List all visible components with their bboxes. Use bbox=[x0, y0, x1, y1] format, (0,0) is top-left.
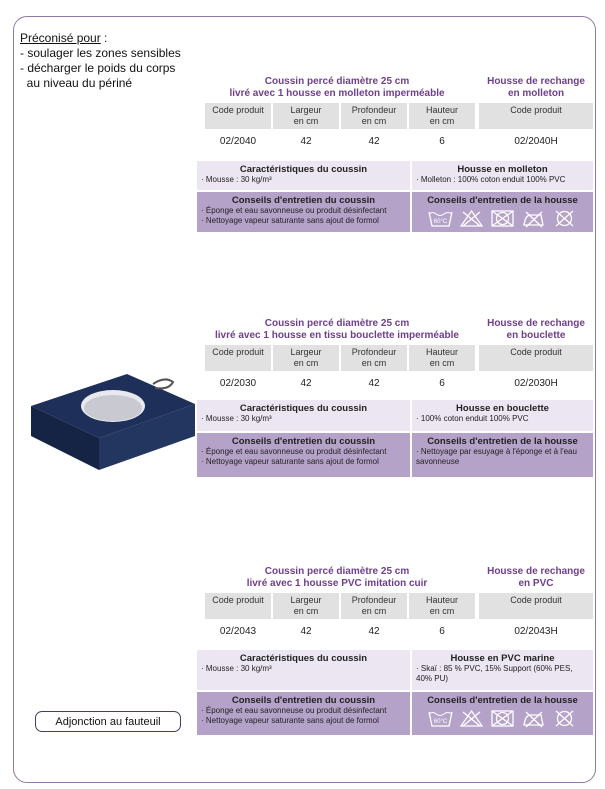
caract-text: · Mousse : 30 kg/m³ bbox=[201, 175, 272, 184]
wash-60-icon bbox=[428, 709, 453, 728]
wash-temp: 60°C bbox=[433, 719, 448, 725]
no-tumble-dry-icon bbox=[490, 209, 515, 228]
caract-title: Caractéristiques du coussin bbox=[239, 403, 368, 414]
header-label: Largeur bbox=[290, 347, 322, 357]
caract-block bbox=[197, 161, 410, 190]
header-label: Hauteur bbox=[425, 595, 459, 605]
intro-line: - décharger le poids du corps bbox=[20, 61, 176, 75]
header-label: Profondeur bbox=[351, 595, 397, 605]
header-label: Profondeur bbox=[351, 347, 397, 357]
intro-title: Préconisé pour bbox=[20, 31, 101, 45]
cell-profondeur: 42 bbox=[368, 626, 380, 637]
replacement-title bbox=[479, 76, 593, 100]
housse-entretien-title: Conseils d'entretien de la housse bbox=[427, 436, 578, 447]
header-profondeur bbox=[341, 345, 407, 371]
header-profondeur bbox=[341, 593, 407, 619]
replacement-title bbox=[479, 318, 593, 342]
housse-title: Housse en PVC marine bbox=[450, 653, 555, 664]
no-bleach-icon bbox=[459, 709, 484, 728]
header-label: Largeur bbox=[290, 105, 322, 115]
cushion-image bbox=[27, 366, 197, 478]
replacement-line: Housse de rechange bbox=[487, 318, 585, 329]
entretien-line: · Éponge et eau savonneuse ou produit désinfectant bbox=[201, 206, 387, 215]
header-repl-code: Code produit bbox=[479, 103, 593, 129]
care-icons bbox=[416, 709, 589, 728]
wash-temp: 60°C bbox=[433, 219, 448, 225]
replacement-line: en molleton bbox=[507, 88, 565, 99]
title-line: Coussin percé diamètre 25 cm bbox=[264, 566, 410, 577]
cell-largeur: 42 bbox=[300, 136, 312, 147]
title-line: livré avec 1 housse PVC imitation cuir bbox=[246, 578, 428, 589]
header-code: Code produit bbox=[205, 593, 271, 619]
header-label: Hauteur bbox=[425, 105, 459, 115]
header-largeur bbox=[273, 103, 339, 129]
housse-entretien-title: Conseils d'entretien de la housse bbox=[427, 695, 578, 706]
housse-block bbox=[412, 161, 593, 190]
housse-text: · 100% coton enduit 100% PVC bbox=[416, 414, 529, 423]
no-tumble-dry-icon bbox=[490, 709, 515, 728]
product-section bbox=[197, 318, 593, 478]
header-label: Largeur bbox=[290, 595, 322, 605]
title-line: livré avec 1 housse en tissu bouclette imperméable bbox=[215, 330, 459, 341]
cell-largeur: 42 bbox=[300, 378, 312, 389]
header-unit: en cm bbox=[293, 358, 319, 368]
header-code: Code produit bbox=[205, 345, 271, 371]
cell-code: 02/2040 bbox=[219, 136, 257, 147]
no-iron-icon bbox=[521, 709, 546, 728]
header-unit: en cm bbox=[293, 606, 319, 616]
housse-entretien-block bbox=[412, 433, 593, 477]
title-line: livré avec 1 housse en molleton imperméable bbox=[229, 88, 445, 99]
no-bleach-icon bbox=[459, 209, 484, 228]
no-dry-clean-icon bbox=[552, 709, 577, 728]
cell-code: 02/2043 bbox=[219, 626, 257, 637]
housse-entretien-title: Conseils d'entretien de la housse bbox=[427, 195, 578, 206]
header-label: Hauteur bbox=[425, 347, 459, 357]
product-section bbox=[197, 76, 593, 236]
cell-largeur: 42 bbox=[300, 626, 312, 637]
entretien-line: · Nettoyage vapeur saturante sans ajout de formol bbox=[201, 216, 379, 225]
header-unit: en cm bbox=[429, 358, 455, 368]
care-icons bbox=[416, 209, 589, 228]
housse-title: Housse en bouclette bbox=[456, 403, 549, 414]
cell-hauteur: 6 bbox=[439, 626, 445, 637]
header-unit: en cm bbox=[361, 358, 387, 368]
housse-text: · Molleton : 100% coton enduit 100% PVC bbox=[416, 175, 566, 184]
entretien-block bbox=[197, 192, 410, 232]
header-unit: en cm bbox=[361, 606, 387, 616]
intro-line: - soulager les zones sensibles bbox=[20, 46, 181, 60]
cell-repl-code: 02/2030H bbox=[514, 378, 558, 389]
entretien-line: · Éponge et eau savonneuse ou produit désinfectant bbox=[201, 447, 387, 456]
housse-entretien-block bbox=[412, 692, 593, 735]
header-unit: en cm bbox=[429, 606, 455, 616]
header-largeur bbox=[273, 593, 339, 619]
header-repl-code: Code produit bbox=[479, 345, 593, 371]
replacement-line: Housse de rechange bbox=[487, 566, 585, 577]
entretien-block bbox=[197, 433, 410, 477]
title-line: Coussin percé diamètre 25 cm bbox=[264, 318, 410, 329]
caract-text: · Mousse : 30 kg/m³ bbox=[201, 664, 272, 673]
header-profondeur bbox=[341, 103, 407, 129]
header-unit: en cm bbox=[361, 116, 387, 126]
no-dry-clean-icon bbox=[552, 209, 577, 228]
entretien-block bbox=[197, 692, 410, 735]
header-code: Code produit bbox=[205, 103, 271, 129]
cell-hauteur: 6 bbox=[439, 136, 445, 147]
wash-60-icon bbox=[428, 209, 453, 228]
header-repl-code: Code produit bbox=[479, 593, 593, 619]
caract-title: Caractéristiques du coussin bbox=[239, 653, 368, 664]
product-section bbox=[197, 566, 593, 741]
housse-block bbox=[412, 650, 593, 690]
product-title bbox=[197, 76, 477, 100]
header-hauteur bbox=[409, 103, 475, 129]
entretien-line: · Nettoyage vapeur saturante sans ajout de formol bbox=[201, 716, 379, 725]
no-iron-icon bbox=[521, 209, 546, 228]
intro-line: au niveau du périné bbox=[20, 76, 133, 90]
intro bbox=[20, 31, 181, 91]
header-hauteur bbox=[409, 593, 475, 619]
housse-text: · Skaï : 85 % PVC, 15% Support (60% PES, 40% PU) bbox=[416, 664, 573, 683]
housse-entretien-block bbox=[412, 192, 593, 232]
cell-profondeur: 42 bbox=[368, 378, 380, 389]
cell-repl-code: 02/2040H bbox=[514, 136, 558, 147]
product-title bbox=[197, 566, 477, 590]
entretien-title: Conseils d'entretien du coussin bbox=[231, 695, 376, 706]
header-unit: en cm bbox=[293, 116, 319, 126]
cell-code: 02/2030 bbox=[219, 378, 257, 389]
header-largeur bbox=[273, 345, 339, 371]
housse-entretien-text: · Nettoyage par esuyage à l'éponge et à l'eau savonneuse bbox=[416, 447, 577, 466]
intro-colon: : bbox=[100, 31, 108, 45]
housse-block bbox=[412, 400, 593, 431]
caract-block bbox=[197, 400, 410, 431]
cell-repl-code: 02/2043H bbox=[514, 626, 558, 637]
product-title bbox=[197, 318, 477, 342]
replacement-line: en bouclette bbox=[506, 330, 566, 341]
cell-profondeur: 42 bbox=[368, 136, 380, 147]
housse-title: Housse en molleton bbox=[457, 164, 548, 175]
caract-title: Caractéristiques du coussin bbox=[239, 164, 368, 175]
entretien-title: Conseils d'entretien du coussin bbox=[231, 195, 376, 206]
replacement-line: en PVC bbox=[518, 578, 554, 589]
entretien-line: · Nettoyage vapeur saturante sans ajout de formol bbox=[201, 457, 379, 466]
adjonction-button[interactable]: Adjonction au fauteuil bbox=[35, 711, 181, 732]
title-line: Coussin percé diamètre 25 cm bbox=[264, 76, 410, 87]
header-unit: en cm bbox=[429, 116, 455, 126]
replacement-title bbox=[479, 566, 593, 590]
header-label: Profondeur bbox=[351, 105, 397, 115]
caract-text: · Mousse : 30 kg/m³ bbox=[201, 414, 272, 423]
entretien-title: Conseils d'entretien du coussin bbox=[231, 436, 376, 447]
cell-hauteur: 6 bbox=[439, 378, 445, 389]
replacement-line: Housse de rechange bbox=[487, 76, 585, 87]
entretien-line: · Éponge et eau savonneuse ou produit désinfectant bbox=[201, 706, 387, 715]
caract-block bbox=[197, 650, 410, 690]
header-hauteur bbox=[409, 345, 475, 371]
